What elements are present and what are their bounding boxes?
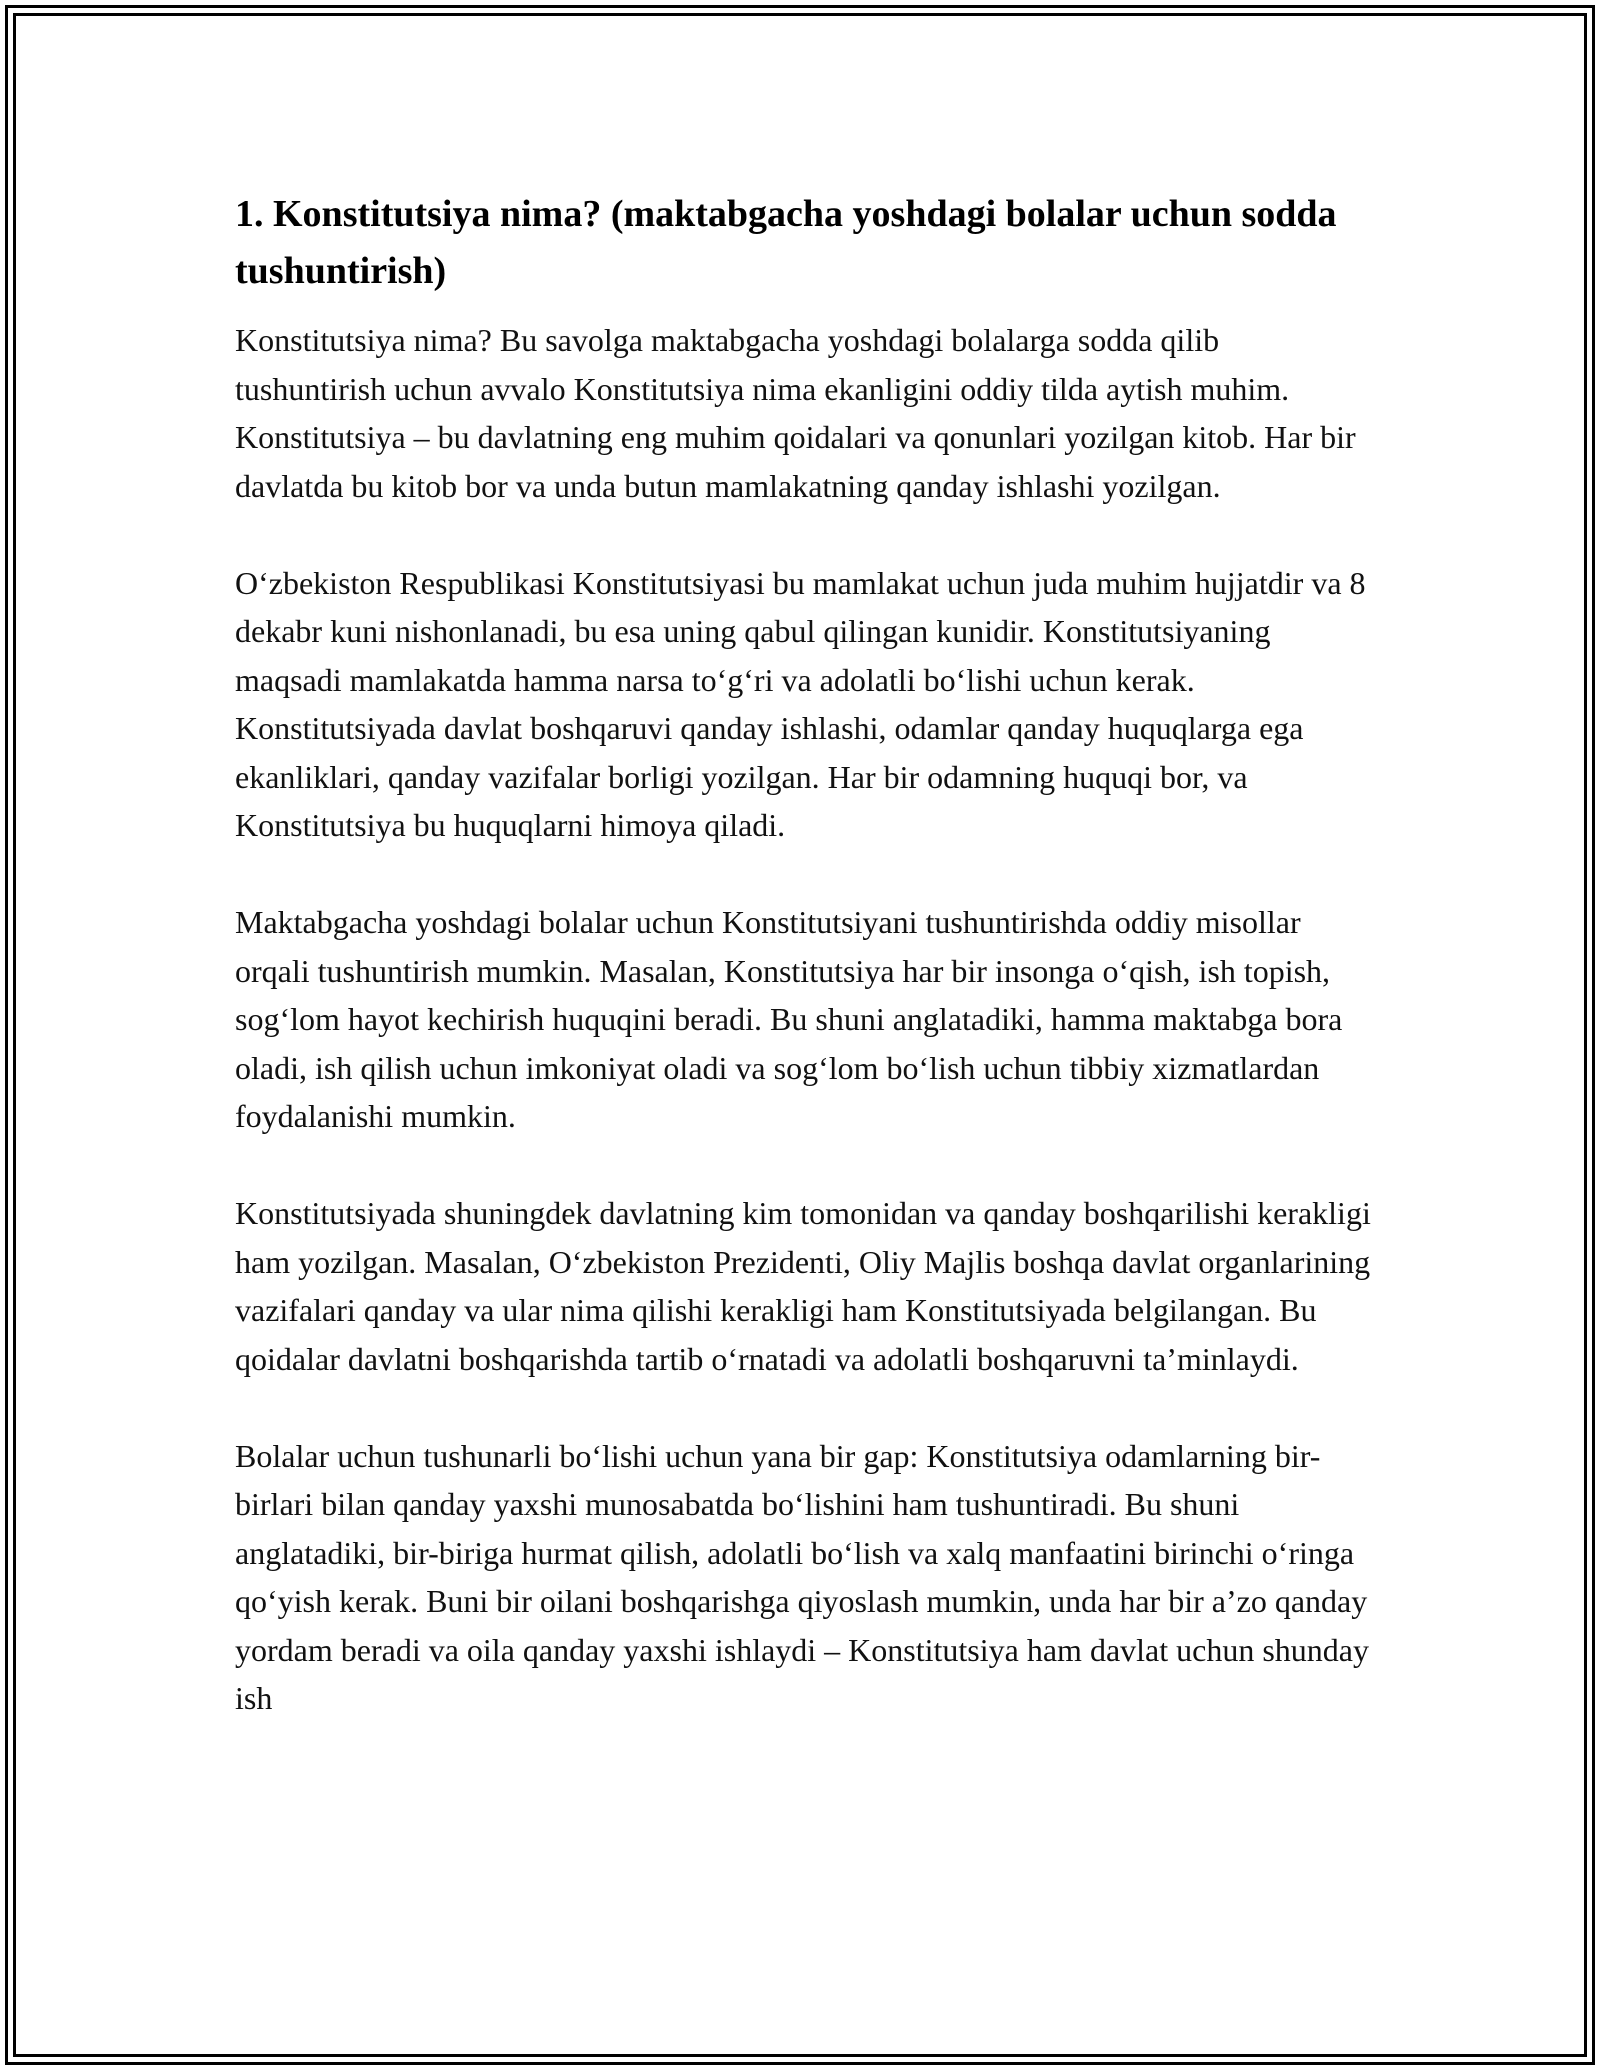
section-heading: 1. Konstitutsiya nima? (maktabgacha yoshdagi bolalar uchun sodda tushuntirish) — [235, 193, 1337, 292]
paragraph-4: Konstitutsiyada shuningdek davlatning kim tomonidan va qanday boshqarilishi kerakligi ham yozilgan. Masalan, O‘zbekiston Prezidenti, Oliy Majlis boshqa davlat organlarining vazifalari qanday va ular nima qilishi kerakligi ham Konstitutsiyada belgilangan. Bu qoidalar davlatni boshqarishda tartib o‘rnatadi va adolatli boshqaruvni ta’minlaydi. — [235, 1195, 1371, 1377]
paragraph-1: Konstitutsiya nima? Bu savolga maktabgacha yoshdagi bolalarga sodda qilib tushuntirish uchun avvalo Konstitutsiya nima ekanligini oddiy tilda aytish muhim. Konstitutsiya – bu davlatning eng muhim qoidalari va qonunlari yozilgan kitob. Har bir davlatda bu kitob bor va unda butun mamlakatning qanday ishlashi yozilgan. — [235, 322, 1356, 504]
paragraph-2: O‘zbekiston Respublikasi Konstitutsiyasi bu mamlakat uchun juda muhim hujjatdir va 8 dekabr kuni nishonlanadi, bu esa uning qabul qilingan kunidir. Konstitutsiyaning maqsadi mamlakatda hamma narsa to‘g‘ri va adolatli bo‘lishi uchun kerak. Konstitutsiyada davlat boshqaruvi qanday ishlashi, odamlar qanday huquqlarga ega ekanliklari, qanday vazifalar borligi yozilgan. Har bir odamning huquqi bor, va Konstitutsiya bu huquqlarni himoya qiladi. — [235, 564, 1366, 843]
paragraph-3: Maktabgacha yoshdagi bolalar uchun Konstitutsiyani tushuntirishda oddiy misollar orqali tushuntirish mumkin. Masalan, Konstitutsiya har bir insonga o‘qish, ish topish, sog‘lom hayot kechirish huquqini beradi. Bu shuni anglatadiki, hamma maktabga bora oladi, ish qilish uchun imkoniyat oladi va sog‘lom bo‘lish uchun tibbiy xizmatlardan foydalanishi mumkin. — [235, 904, 1343, 1134]
paragraph-5: Bolalar uchun tushunarli bo‘lishi uchun yana bir gap: Konstitutsiya odamlarning bir-birlari bilan qanday yaxshi munosabatda bo‘lishini ham tushuntiradi. Bu shuni anglatadiki, bir-biriga hurmat qilish, adolatli bo‘lish va xalq manfaatini birinchi o‘ringa qo‘yish kerak. Buni bir oilani boshqarishga qiyoslash mumkin, unda har bir a’zo qanday yordam beradi va oila qanday yaxshi ishlaydi – Konstitutsiya ham davlat uchun shunday ish — [235, 1437, 1369, 1716]
document-content — [235, 186, 1375, 1723]
